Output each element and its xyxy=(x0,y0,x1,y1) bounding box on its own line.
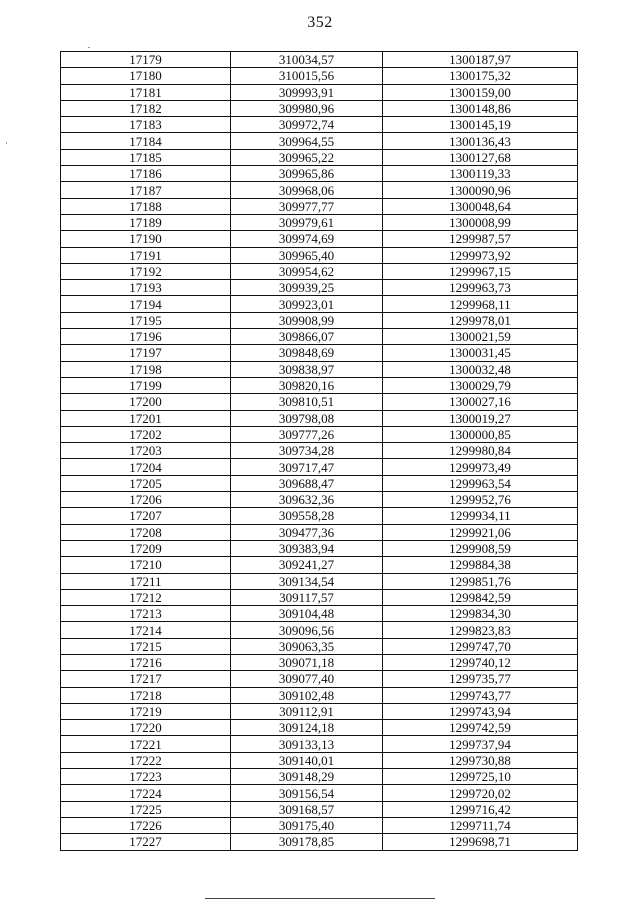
point-number-cell: 17184 xyxy=(61,133,231,149)
point-number-cell: 17224 xyxy=(61,785,231,801)
point-number-cell: 17201 xyxy=(61,410,231,426)
point-number-cell: 17202 xyxy=(61,426,231,442)
x-coordinate-cell: 309140,01 xyxy=(231,752,383,768)
y-coordinate-cell: 1300148,86 xyxy=(383,100,578,116)
point-number-cell: 17227 xyxy=(61,834,231,850)
x-coordinate-cell: 309977,77 xyxy=(231,198,383,214)
x-coordinate-cell: 309477,36 xyxy=(231,524,383,540)
table-row xyxy=(61,312,578,328)
x-coordinate-cell: 309972,74 xyxy=(231,117,383,133)
table-row xyxy=(61,492,578,508)
point-number-cell: 17223 xyxy=(61,769,231,785)
y-coordinate-cell: 1299842,59 xyxy=(383,589,578,605)
point-number-cell: 17183 xyxy=(61,117,231,133)
y-coordinate-cell: 1299698,71 xyxy=(383,834,578,850)
table-row xyxy=(61,638,578,654)
table-row xyxy=(61,834,578,850)
x-coordinate-cell: 309964,55 xyxy=(231,133,383,149)
y-coordinate-cell: 1300032,48 xyxy=(383,361,578,377)
point-number-cell: 17221 xyxy=(61,736,231,752)
x-coordinate-cell: 309175,40 xyxy=(231,817,383,833)
y-coordinate-cell: 1299884,38 xyxy=(383,557,578,573)
x-coordinate-cell: 309117,57 xyxy=(231,589,383,605)
y-coordinate-cell: 1299952,76 xyxy=(383,492,578,508)
point-number-cell: 17217 xyxy=(61,671,231,687)
table-row xyxy=(61,117,578,133)
y-coordinate-cell: 1299967,15 xyxy=(383,263,578,279)
table-row xyxy=(61,752,578,768)
point-number-cell: 17219 xyxy=(61,703,231,719)
x-coordinate-cell: 309071,18 xyxy=(231,654,383,670)
x-coordinate-cell: 309134,54 xyxy=(231,573,383,589)
table-row xyxy=(61,68,578,84)
x-coordinate-cell: 309241,27 xyxy=(231,557,383,573)
y-coordinate-cell: 1300048,64 xyxy=(383,198,578,214)
table-row xyxy=(61,508,578,524)
y-coordinate-cell: 1300119,33 xyxy=(383,166,578,182)
table-row xyxy=(61,817,578,833)
table-row xyxy=(61,345,578,361)
y-coordinate-cell: 1300008,99 xyxy=(383,214,578,230)
y-coordinate-cell: 1299980,84 xyxy=(383,443,578,459)
table-row xyxy=(61,214,578,230)
x-coordinate-cell: 309063,35 xyxy=(231,638,383,654)
table-row xyxy=(61,198,578,214)
point-number-cell: 17215 xyxy=(61,638,231,654)
x-coordinate-cell: 309104,48 xyxy=(231,606,383,622)
point-number-cell: 17205 xyxy=(61,475,231,491)
table-row xyxy=(61,801,578,817)
point-number-cell: 17199 xyxy=(61,377,231,393)
x-coordinate-cell: 309908,99 xyxy=(231,312,383,328)
x-coordinate-cell: 309979,61 xyxy=(231,214,383,230)
table-row xyxy=(61,703,578,719)
table-row xyxy=(61,687,578,703)
y-coordinate-cell: 1299978,01 xyxy=(383,312,578,328)
scan-mark-left xyxy=(6,142,7,144)
table-row xyxy=(61,557,578,573)
table-row xyxy=(61,377,578,393)
point-number-cell: 17186 xyxy=(61,166,231,182)
y-coordinate-cell: 1299711,74 xyxy=(383,817,578,833)
y-coordinate-cell: 1299737,94 xyxy=(383,736,578,752)
x-coordinate-cell: 309133,13 xyxy=(231,736,383,752)
y-coordinate-cell: 1299742,59 xyxy=(383,720,578,736)
point-number-cell: 17180 xyxy=(61,68,231,84)
x-coordinate-cell: 309124,18 xyxy=(231,720,383,736)
point-number-cell: 17179 xyxy=(61,52,231,68)
point-number-cell: 17203 xyxy=(61,443,231,459)
x-coordinate-cell: 310034,57 xyxy=(231,52,383,68)
x-coordinate-cell: 309688,47 xyxy=(231,475,383,491)
x-coordinate-cell: 309096,56 xyxy=(231,622,383,638)
y-coordinate-cell: 1299823,83 xyxy=(383,622,578,638)
y-coordinate-cell: 1299973,49 xyxy=(383,459,578,475)
x-coordinate-cell: 309968,06 xyxy=(231,182,383,198)
point-number-cell: 17194 xyxy=(61,296,231,312)
point-number-cell: 17181 xyxy=(61,84,231,100)
x-coordinate-cell: 309777,26 xyxy=(231,426,383,442)
point-number-cell: 17209 xyxy=(61,540,231,556)
y-coordinate-cell: 1299973,92 xyxy=(383,247,578,263)
x-coordinate-cell: 309838,97 xyxy=(231,361,383,377)
y-coordinate-cell: 1300029,79 xyxy=(383,377,578,393)
x-coordinate-cell: 309717,47 xyxy=(231,459,383,475)
x-coordinate-cell: 309974,69 xyxy=(231,231,383,247)
table-row xyxy=(61,654,578,670)
x-coordinate-cell: 309965,86 xyxy=(231,166,383,182)
point-number-cell: 17225 xyxy=(61,801,231,817)
table-row xyxy=(61,426,578,442)
point-number-cell: 17214 xyxy=(61,622,231,638)
table-row xyxy=(61,296,578,312)
y-coordinate-cell: 1299743,77 xyxy=(383,687,578,703)
x-coordinate-cell: 309112,91 xyxy=(231,703,383,719)
scan-mark-top xyxy=(88,47,90,48)
table-row xyxy=(61,573,578,589)
point-number-cell: 17188 xyxy=(61,198,231,214)
y-coordinate-cell: 1299963,73 xyxy=(383,280,578,296)
table-row xyxy=(61,524,578,540)
y-coordinate-cell: 1300090,96 xyxy=(383,182,578,198)
y-coordinate-cell: 1300187,97 xyxy=(383,52,578,68)
y-coordinate-cell: 1299963,54 xyxy=(383,475,578,491)
table-row xyxy=(61,475,578,491)
x-coordinate-cell: 309965,40 xyxy=(231,247,383,263)
x-coordinate-cell: 309734,28 xyxy=(231,443,383,459)
x-coordinate-cell: 309178,85 xyxy=(231,834,383,850)
table-row xyxy=(61,263,578,279)
table-row xyxy=(61,84,578,100)
y-coordinate-cell: 1299720,02 xyxy=(383,785,578,801)
table-row xyxy=(61,100,578,116)
x-coordinate-cell: 309632,36 xyxy=(231,492,383,508)
y-coordinate-cell: 1300027,16 xyxy=(383,394,578,410)
point-number-cell: 17197 xyxy=(61,345,231,361)
x-coordinate-cell: 309939,25 xyxy=(231,280,383,296)
point-number-cell: 17212 xyxy=(61,589,231,605)
y-coordinate-cell: 1299747,70 xyxy=(383,638,578,654)
point-number-cell: 17216 xyxy=(61,654,231,670)
x-coordinate-cell: 309954,62 xyxy=(231,263,383,279)
point-number-cell: 17220 xyxy=(61,720,231,736)
point-number-cell: 17193 xyxy=(61,280,231,296)
table-row xyxy=(61,166,578,182)
table-row xyxy=(61,671,578,687)
point-number-cell: 17208 xyxy=(61,524,231,540)
y-coordinate-cell: 1299851,76 xyxy=(383,573,578,589)
y-coordinate-cell: 1300175,32 xyxy=(383,68,578,84)
table-row xyxy=(61,52,578,68)
point-number-cell: 17204 xyxy=(61,459,231,475)
point-number-cell: 17222 xyxy=(61,752,231,768)
point-number-cell: 17210 xyxy=(61,557,231,573)
point-number-cell: 17196 xyxy=(61,329,231,345)
point-number-cell: 17226 xyxy=(61,817,231,833)
y-coordinate-cell: 1299834,30 xyxy=(383,606,578,622)
y-coordinate-cell: 1299934,11 xyxy=(383,508,578,524)
y-coordinate-cell: 1300159,00 xyxy=(383,84,578,100)
y-coordinate-cell: 1299987,57 xyxy=(383,231,578,247)
table-row xyxy=(61,736,578,752)
y-coordinate-cell: 1299908,59 xyxy=(383,540,578,556)
point-number-cell: 17191 xyxy=(61,247,231,263)
table-row xyxy=(61,459,578,475)
y-coordinate-cell: 1299968,11 xyxy=(383,296,578,312)
point-number-cell: 17185 xyxy=(61,149,231,165)
x-coordinate-cell: 309558,28 xyxy=(231,508,383,524)
x-coordinate-cell: 309810,51 xyxy=(231,394,383,410)
x-coordinate-cell: 309980,96 xyxy=(231,100,383,116)
y-coordinate-cell: 1299740,12 xyxy=(383,654,578,670)
y-coordinate-cell: 1299743,94 xyxy=(383,703,578,719)
x-coordinate-cell: 309848,69 xyxy=(231,345,383,361)
table-row xyxy=(61,361,578,377)
table-row xyxy=(61,785,578,801)
table-row xyxy=(61,247,578,263)
x-coordinate-cell: 309156,54 xyxy=(231,785,383,801)
x-coordinate-cell: 309923,01 xyxy=(231,296,383,312)
coordinates-table-body xyxy=(61,52,578,851)
x-coordinate-cell: 309820,16 xyxy=(231,377,383,393)
coordinates-table xyxy=(60,51,578,851)
point-number-cell: 17182 xyxy=(61,100,231,116)
point-number-cell: 17213 xyxy=(61,606,231,622)
bottom-rule xyxy=(205,898,435,899)
point-number-cell: 17192 xyxy=(61,263,231,279)
point-number-cell: 17206 xyxy=(61,492,231,508)
y-coordinate-cell: 1299725,10 xyxy=(383,769,578,785)
point-number-cell: 17187 xyxy=(61,182,231,198)
x-coordinate-cell: 309993,91 xyxy=(231,84,383,100)
y-coordinate-cell: 1300019,27 xyxy=(383,410,578,426)
table-row xyxy=(61,280,578,296)
table-row xyxy=(61,182,578,198)
table-row xyxy=(61,394,578,410)
x-coordinate-cell: 309866,07 xyxy=(231,329,383,345)
y-coordinate-cell: 1300031,45 xyxy=(383,345,578,361)
y-coordinate-cell: 1300021,59 xyxy=(383,329,578,345)
point-number-cell: 17189 xyxy=(61,214,231,230)
x-coordinate-cell: 309798,08 xyxy=(231,410,383,426)
y-coordinate-cell: 1300000,85 xyxy=(383,426,578,442)
x-coordinate-cell: 309383,94 xyxy=(231,540,383,556)
point-number-cell: 17200 xyxy=(61,394,231,410)
point-number-cell: 17190 xyxy=(61,231,231,247)
x-coordinate-cell: 310015,56 xyxy=(231,68,383,84)
x-coordinate-cell: 309148,29 xyxy=(231,769,383,785)
table-row xyxy=(61,443,578,459)
point-number-cell: 17211 xyxy=(61,573,231,589)
table-row xyxy=(61,622,578,638)
table-row xyxy=(61,720,578,736)
table-row xyxy=(61,231,578,247)
table-row xyxy=(61,410,578,426)
page-number: 352 xyxy=(307,14,333,31)
y-coordinate-cell: 1300136,43 xyxy=(383,133,578,149)
point-number-cell: 17198 xyxy=(61,361,231,377)
y-coordinate-cell: 1300145,19 xyxy=(383,117,578,133)
x-coordinate-cell: 309168,57 xyxy=(231,801,383,817)
x-coordinate-cell: 309965,22 xyxy=(231,149,383,165)
y-coordinate-cell: 1299716,42 xyxy=(383,801,578,817)
y-coordinate-cell: 1300127,68 xyxy=(383,149,578,165)
table-row xyxy=(61,329,578,345)
point-number-cell: 17195 xyxy=(61,312,231,328)
table-row xyxy=(61,769,578,785)
table-row xyxy=(61,589,578,605)
point-number-cell: 17207 xyxy=(61,508,231,524)
x-coordinate-cell: 309077,40 xyxy=(231,671,383,687)
table-row xyxy=(61,133,578,149)
table-row xyxy=(61,149,578,165)
y-coordinate-cell: 1299921,06 xyxy=(383,524,578,540)
y-coordinate-cell: 1299735,77 xyxy=(383,671,578,687)
table-row xyxy=(61,606,578,622)
point-number-cell: 17218 xyxy=(61,687,231,703)
y-coordinate-cell: 1299730,88 xyxy=(383,752,578,768)
x-coordinate-cell: 309102,48 xyxy=(231,687,383,703)
table-row xyxy=(61,540,578,556)
